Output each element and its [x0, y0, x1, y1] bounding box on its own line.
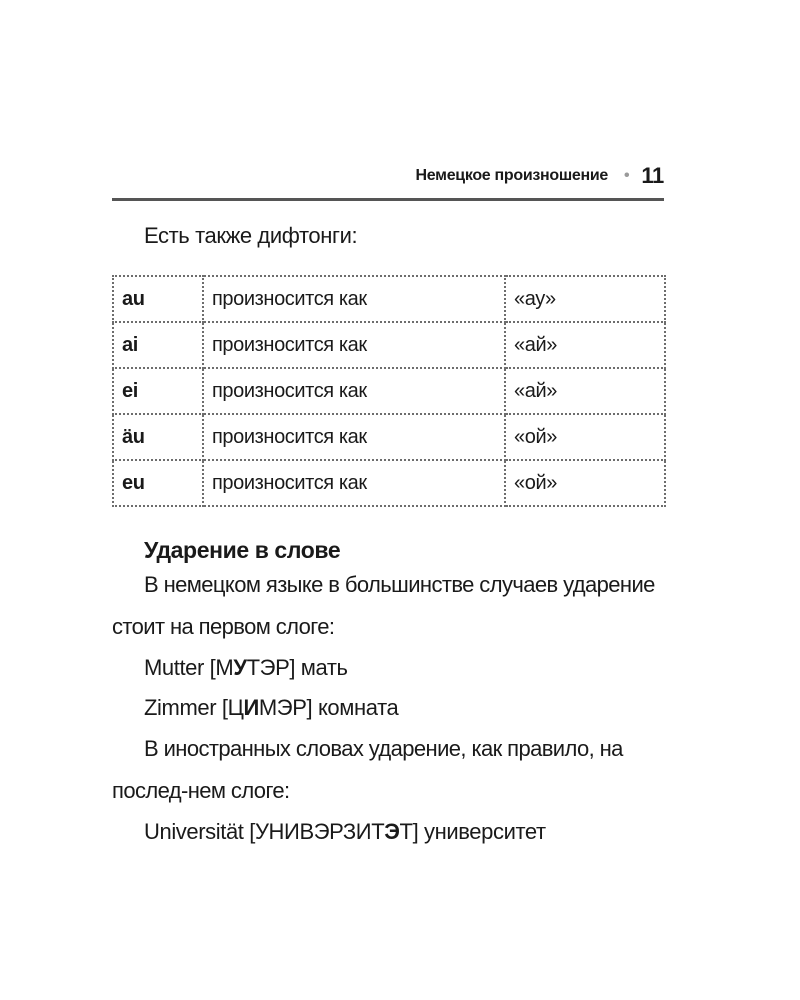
- letters-cell: ei: [113, 368, 203, 414]
- bullet-icon: •: [624, 167, 630, 184]
- stressed-vowel: И: [243, 695, 259, 720]
- section-heading: Ударение в слове: [144, 537, 341, 563]
- verb-cell: произносится как: [203, 322, 505, 368]
- stressed-vowel: Э: [384, 819, 400, 844]
- table-row: [113, 368, 665, 414]
- bracket-close: ]: [412, 819, 425, 844]
- bracket-open: [: [216, 695, 228, 720]
- verb-cell: произносится как: [203, 460, 505, 506]
- transcription-part: М: [215, 655, 234, 680]
- example-word: Universität: [144, 819, 244, 844]
- bracket-open: [: [203, 655, 216, 680]
- table-row: [113, 322, 665, 368]
- example-word: Zimmer: [144, 695, 217, 720]
- running-head: [112, 160, 664, 192]
- letters-cell: äu: [113, 414, 203, 460]
- paragraph-first-syllable: В немецком языке в большинстве случаев ударение стоит на первом слоге:: [112, 572, 655, 639]
- table-row: [113, 276, 665, 322]
- verb-cell: произносится как: [203, 276, 505, 322]
- sound-cell: «ой»: [505, 414, 665, 460]
- table-row: [113, 414, 665, 460]
- example-line: [144, 688, 664, 728]
- example-meaning: университет: [424, 819, 546, 844]
- bracket-close: ]: [289, 655, 301, 680]
- stressed-vowel: У: [233, 655, 247, 680]
- diphthong-table: [112, 275, 666, 507]
- intro-text: Есть также дифтонги:: [144, 223, 358, 248]
- header-rule: [112, 198, 664, 201]
- example-word: Mutter: [144, 655, 204, 680]
- letters-cell: au: [113, 276, 203, 322]
- sound-cell: «ай»: [505, 368, 665, 414]
- transcription-part: Т: [399, 819, 413, 844]
- verb-cell: произносится как: [203, 414, 505, 460]
- transcription-part: МЭР: [258, 695, 307, 720]
- bracket-close: ]: [306, 695, 318, 720]
- transcription-part: ТЭР: [246, 655, 290, 680]
- letters-cell: ai: [113, 322, 203, 368]
- sound-cell: «ау»: [505, 276, 665, 322]
- transcription-part: Ц: [227, 695, 244, 720]
- book-page: [112, 160, 664, 852]
- example-line: [144, 648, 664, 688]
- example-line: [144, 812, 664, 852]
- section-title: Немецкое произношение: [415, 167, 609, 184]
- page-number: 11: [641, 163, 664, 188]
- bracket-open: [: [243, 819, 255, 844]
- example-meaning: мать: [300, 655, 348, 680]
- paragraph-last-syllable: В иностранных словах ударение, как правило, на послед-нем слоге:: [112, 736, 623, 803]
- sound-cell: «ай»: [505, 322, 665, 368]
- letters-cell: eu: [113, 460, 203, 506]
- transcription-part: УНИВЭРЗИТ: [254, 819, 385, 844]
- table-row: [113, 460, 665, 506]
- sound-cell: «ой»: [505, 460, 665, 506]
- example-meaning: комната: [317, 695, 399, 720]
- verb-cell: произносится как: [203, 368, 505, 414]
